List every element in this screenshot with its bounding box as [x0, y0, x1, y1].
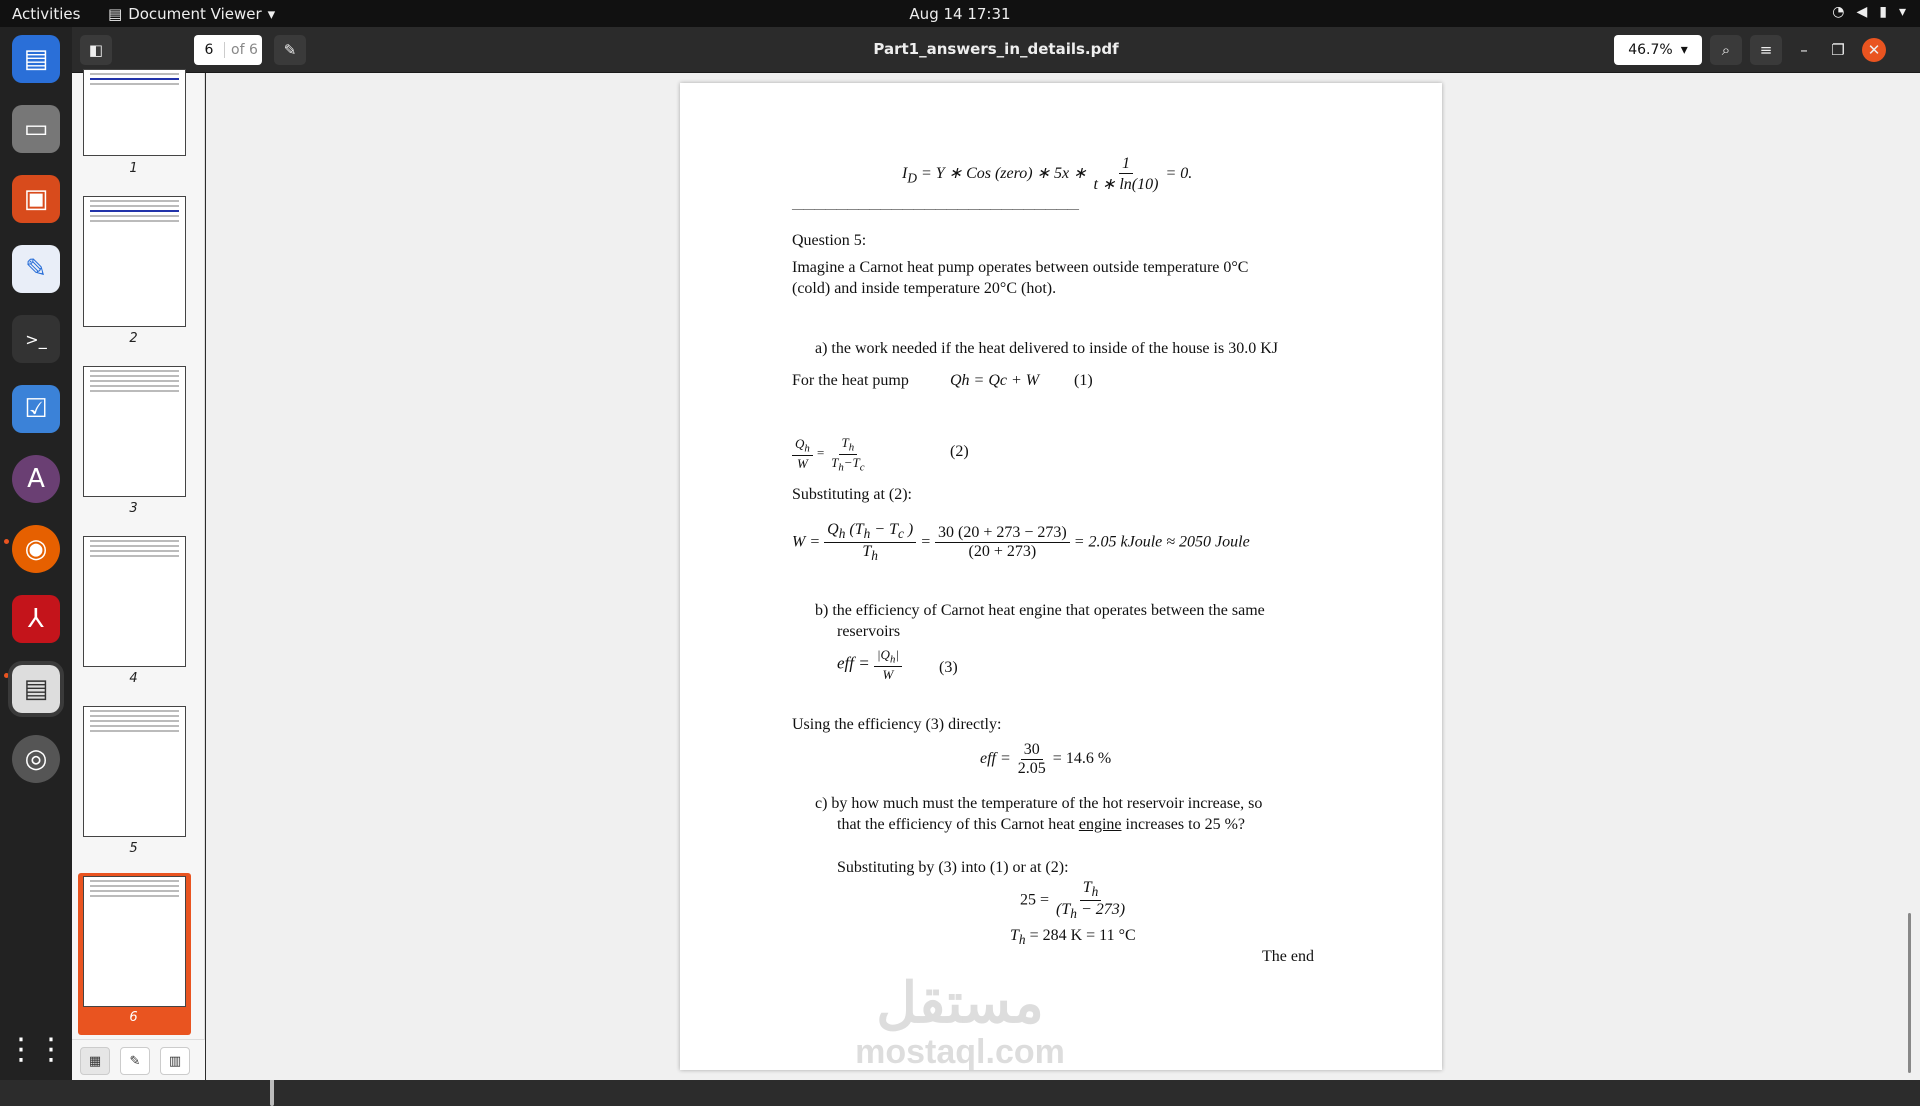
- annotations-view-button[interactable]: [120, 1047, 150, 1075]
- pencil-icon: ✎: [283, 41, 297, 59]
- equation-2: $\frac{Q_h}{W}$ = $\frac{T_h}{T_h-T_c}$: [792, 435, 868, 473]
- substituting-label: Substituting by (3) into (1) or at (2):: [837, 859, 1069, 876]
- annotation-icon: ✎: [129, 1053, 141, 1069]
- pdf-page: [680, 83, 1442, 1070]
- page-count: of 6: [224, 42, 258, 58]
- hamburger-icon: ≡: [1759, 41, 1773, 59]
- heat-pump-label: For the heat pump: [792, 372, 909, 389]
- chevron-down-icon: ▾: [1898, 4, 1906, 20]
- clock[interactable]: Aug 14 17:31: [909, 5, 1011, 23]
- header-bar: [72, 27, 1920, 73]
- thumbnail-label: 6: [129, 1010, 138, 1025]
- part-c-text: c) by how much must the temperature of the hot reservoir increase, so: [815, 795, 1263, 812]
- using-efficiency-label: Using the efficiency (3) directly:: [792, 716, 1002, 733]
- efficiency-result: eff = $\frac{30}{2.05}$ = 14.6 %: [980, 741, 1112, 777]
- acrobat-icon[interactable]: ⅄: [12, 595, 60, 643]
- page-thumbnail-4[interactable]: [83, 536, 186, 667]
- thumbnail-sidebar: [72, 73, 205, 1080]
- bookmarks-view-button[interactable]: [160, 1047, 190, 1075]
- page-thumbnail-6[interactable]: [83, 876, 186, 1007]
- equation-number: (3): [939, 659, 958, 676]
- zoom-level: 46.7%: [1628, 42, 1673, 58]
- temperature-equation: 25 = $\frac{T_h}{(T_h - 273)}$: [1020, 879, 1126, 922]
- question-text: Imagine a Carnot heat pump operates between outside temperature 0°C: [792, 259, 1249, 276]
- battery-icon: ▮: [1879, 4, 1887, 20]
- writer-icon[interactable]: ▤: [12, 35, 60, 83]
- part-b-text: b) the efficiency of Carnot heat engine that operates between the same: [815, 602, 1265, 619]
- app-center-icon[interactable]: A: [12, 455, 60, 503]
- zoom-selector[interactable]: [1614, 35, 1702, 65]
- restore-icon: ❐: [1831, 41, 1845, 59]
- close-button[interactable]: [1862, 38, 1886, 62]
- impress-icon[interactable]: ▣: [12, 175, 60, 223]
- equation-id: $I_D = Y$ ∗ Cos (zero) ∗ 5x ∗ $\frac{1}{t ∗ \ln(10)}$ = 0.: [902, 155, 1193, 193]
- thumbnail-label: 1: [129, 161, 138, 176]
- page-number-input[interactable]: 6: [204, 42, 214, 58]
- firefox-icon[interactable]: ◉: [12, 525, 60, 573]
- menu-button[interactable]: [1750, 35, 1782, 65]
- top-bar: [0, 0, 1920, 27]
- thumbnails-view-button[interactable]: [80, 1047, 110, 1075]
- running-indicator: [4, 673, 9, 678]
- watermark-arabic: مستقل: [876, 971, 1044, 1034]
- document-title: Part1_answers_in_details.pdf: [873, 40, 1119, 58]
- dock: [0, 27, 72, 1080]
- thumbnail-label: 2: [129, 331, 138, 346]
- horizontal-rule: ——————————————————————————: [792, 201, 1078, 215]
- equation-1: Qh = Qc + W: [950, 372, 1040, 389]
- equation-number: (2): [950, 443, 969, 460]
- chevron-down-icon: ▾: [267, 5, 276, 23]
- the-end-text: The end: [1262, 948, 1314, 965]
- text-editor-icon[interactable]: ✎: [12, 245, 60, 293]
- page-thumbnail-3[interactable]: [83, 366, 186, 497]
- page-thumbnail-2[interactable]: [83, 196, 186, 327]
- question-text: (cold) and inside temperature 20°C (hot).: [792, 280, 1057, 297]
- watermark: [840, 973, 1080, 1072]
- search-icon: ⌕: [1721, 41, 1731, 59]
- wifi-icon: ◔: [1832, 4, 1845, 20]
- watermark-latin: mostaql.com: [855, 1033, 1065, 1071]
- chevron-down-icon: ▾: [1680, 42, 1688, 58]
- thumbnail-label: 4: [129, 671, 138, 686]
- thumbnail-label: 5: [129, 841, 138, 856]
- part-a-text: a) the work needed if the heat delivered to inside of the house is 30.0 KJ: [815, 340, 1278, 357]
- close-icon: ✕: [1867, 41, 1881, 59]
- substituting-label: Substituting at (2):: [792, 486, 912, 503]
- tasks-icon[interactable]: ☑: [12, 385, 60, 433]
- volume-icon: ◀: [1856, 4, 1868, 20]
- terminal-icon[interactable]: >_: [12, 315, 60, 363]
- sidebar-icon: ◧: [88, 41, 104, 59]
- maximize-button[interactable]: [1824, 35, 1852, 65]
- document-viewer-icon: ▤: [108, 5, 123, 23]
- thumbnail-label: 3: [129, 501, 138, 516]
- page-thumbnail-1[interactable]: [83, 69, 186, 156]
- running-indicator: [4, 539, 9, 544]
- equation-number: (1): [1074, 372, 1093, 389]
- work-equation: W = $\frac{Q_h (T_h - T_c )}{T_h}$ = $\frac{30 (20 + 273 - 273)}{(20 + 273)}$ = 2.05 kJoule ≈ 2050 Joule: [792, 521, 1250, 564]
- activities-button[interactable]: Activities: [12, 5, 81, 23]
- book-icon: ▥: [168, 1053, 182, 1069]
- page-thumbnail-5[interactable]: [83, 706, 186, 837]
- part-b-text: reservoirs: [837, 623, 901, 640]
- app-name: Document Viewer: [128, 5, 262, 23]
- temperature-result: $T_h = 284$ K = 11 °C: [1010, 927, 1136, 948]
- grid-icon: ▦: [88, 1053, 102, 1069]
- efficiency-equation: eff = $\frac{|Q_h|}{W}$: [837, 647, 902, 683]
- minimize-icon: –: [1800, 41, 1808, 59]
- document-viewer-icon[interactable]: ▤: [12, 665, 60, 713]
- document-view[interactable]: [206, 73, 1920, 1080]
- system-tray[interactable]: [1832, 4, 1906, 20]
- show-apps-icon[interactable]: ⋮⋮: [6, 1031, 66, 1067]
- files-icon[interactable]: ▭: [12, 105, 60, 153]
- document-scrollbar[interactable]: [1908, 913, 1911, 1073]
- sidebar-footer: [72, 1039, 205, 1080]
- question-heading: Question 5:: [792, 232, 867, 249]
- minimize-button[interactable]: [1790, 35, 1818, 65]
- disc-icon[interactable]: ◎: [12, 735, 60, 783]
- part-c-text: that the efficiency of this Carnot heat engine increases to 25 %?: [837, 816, 1246, 833]
- search-button[interactable]: [1710, 35, 1742, 65]
